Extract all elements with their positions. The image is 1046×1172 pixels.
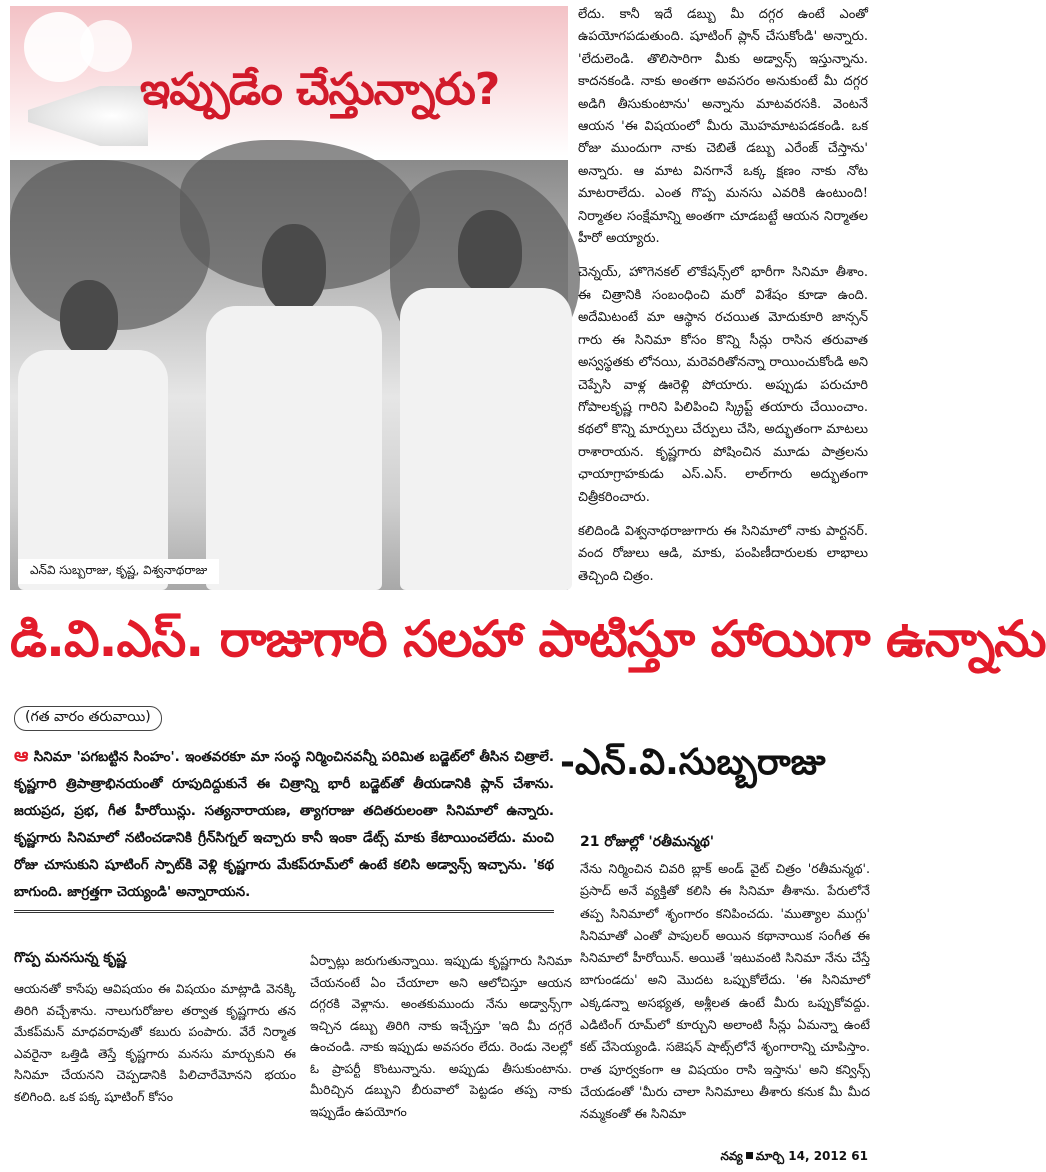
publication-name: నవ్య [720, 1149, 743, 1163]
subheading: గొప్ప మనసున్న కృష్ణ [14, 950, 127, 966]
article-column: ఏర్పాట్లు జరుగుతున్నాయి. ఇప్పుడు కృష్ణగారు సినిమా చేయనంటే ఏం చేయాలా అని ఆలోచిస్తూ ఆయన దగ్గరకి వెళ్లాను. అంతకుముందు నేను అడ్వాన్స్‌గా ఇచ్చిన డబ్బు తిరిగి నాకు ఇచ్చేస్తూ 'ఇది మీ దగ్గరే ఉంచండి. నాకు ఇప్పుడు అవసరం లేదు. రెండు నెలల్లో ఓ ప్రాపర్టీ కొంటున్నాను. అప్పుడు తీసుకుంటాను. మీరిచ్చిన డబ్బుని బీరువాలో పెట్టడం తప్ప నాకు ఇప్పుడేం ఉపయోగం [310, 953, 572, 1119]
article-column: నేను నిర్మించిన చివరి బ్లాక్ అండ్ వైట్ చిత్రం 'రతీమన్మథ'. ప్రసాద్ అనే వ్యక్తితో కలిసి ఈ సినిమా తీశాను. పేరులోనే తప్ప సినిమాలో శృంగారం కనిపించదు. 'ముత్యాల ముగ్గు' సినిమాతో ఎంతో పాపులర్ అయిన కథానాయిక సంగీత ఈ సినిమాలో హీరోయిన్. అయితే 'ఇటువంటి సినిమా నేను చేస్తే బాగుండదు' అని మొదట ఒప్పుకోలేదు. 'ఈ సినిమాలో ఎక్కడన్నా అసభ్యత, అశ్లీలత ఉంటే మీరు ఒప్పుకోవద్దు. ఎడిటింగ్ రూమ్‌లో కూర్చుని అలాంటి సీన్లు ఏమన్నా ఉంటే కట్ చేసెయ్యండి. సజెషన్ షాట్స్‌లోనే శృంగారాన్ని చూపిస్తాం. రాత పూర్వకంగా ఆ విషయం రాసి ఇస్తాను' అని కన్విన్స్ చేయడంతో 'మీరు చాలా సినిమాలు తీశారు కనుక మీ మీద నమ్మకంతో ఈ సినిమా [580, 861, 870, 1122]
feature-photo [10, 160, 568, 590]
author-byline: -ఎన్.వి.సుబ్బరాజు [560, 742, 826, 783]
intro-text: సినిమా 'పగబట్టిన సింహం'. ఇంతవరకూ మా సంస్థ నిర్మించినవన్నీ పరిమిత బడ్జెట్‌లో తీసిన చిత్రాలే. కృష్ణగారి త్రిపాత్రాభినయంతో రూపుదిద్దుకునే ఈ చిత్రాన్ని భారీ బడ్జెట్‌తో తీయడానికి ప్లాన్ చేశాను. జయప్రద, ప్రభ, గీత హీరోయిన్లు. సత్యనారాయణ, త్యాగరాజు తదితరులంతా సినిమాలో ఉన్నారు. కృష్ణగారు సినిమాలో నటించడానికి గ్రీన్‌సిగ్నల్ ఇచ్చారు కానీ ఇంకా డేట్స్ మాకు కేటాయించలేదు. మంచి రోజు చూసుకుని షూటింగ్ స్పాట్‌కి వెళ్లి కృష్ణగారు మేకప్‌రూమ్‌లో ఉంటే కలిసి అడ్వాన్స్ ఇచ్చాను. 'కథ బాగుంది. జాగ్రత్తగా చెయ్యండి' అన్నారాయన. [14, 749, 554, 900]
article-intro [14, 742, 554, 913]
film-reel-icon [80, 20, 132, 72]
header-banner [10, 6, 568, 156]
page-number: 61 [851, 1149, 868, 1163]
continued-note: (గత వారం తరువాయి) [14, 706, 162, 731]
article-title: డి.వి.ఎస్. రాజుగారి సలహా పాటిస్తూ హాయిగా ఉన్నాను [10, 610, 1046, 668]
megaphone-icon [28, 86, 148, 146]
paragraph: లేదు. కానీ ఇదే డబ్బు మీ దగ్గర ఉంటే ఎంతో ఉపయోగపడుతుంది. షూటింగ్ ప్లాన్ చేసుకోండి' అన్నారు. 'లేదులెండి. తొలిసారిగా మీకు అడ్వాన్స్ ఇస్తున్నాను. కాదనకండి. నాకు అంతగా అవసరం అనుకుంటే మీ దగ్గర అడిగి తీసుకుంటాను' అన్నాను మాటవరసకి. వెంటనే ఆయన 'ఈ విషయంలో మీరు మొహమాటపడకండి. ఒక రోజు ముందుగా నాకు చెబితే డబ్బు ఎరేంజ్ చేస్తాను' అన్నారు. ఆ మాట వినగానే ఒక్క క్షణం నాకు నోట మాటరాలేదు. ఎంత గొప్ప మనసు ఎవరికి ఉంటుంది! నిర్మాతల సంక్షేమాన్ని అంతగా చూడబట్టే ఆయన నిర్మాతల హీరో అయ్యారు. [578, 7, 868, 247]
article-column: ఆయనతో కాసేపు ఆవిషయం ఈ విషయం మాట్లాడి వెనక్కి తిరిగి వచ్చేశాను. నాలుగురోజుల తర్వాత కృష్ణగారు తన మేకప్‌మన్ మాధవరావుతో కబురు పంపారు. వేరే నిర్మాత ఎవరైనా ఒత్తిడి తెస్తే కృష్ణగారు మనసు మార్చుకుని ఈ సినిమా చేయనని చెప్పడానికి పిలిచారేమోనని భయం కలిగింది. ఒక పక్క షూటింగ్ కోసం [14, 981, 296, 1104]
page-footer [720, 1149, 868, 1166]
drop-cap: ఆ [14, 745, 29, 766]
subheading: 21 రోజుల్లో 'రతీమన్మథ' [580, 834, 715, 850]
paragraph: చెన్నయ్, హొగెనకల్ లొకేషన్స్‌లో భారీగా సినిమా తీశాం. ఈ చిత్రానికి సంబంధించి మరో విశేషం కూడా ఉంది. అదేమిటంటే మా ఆస్థాన రచయిత మోదుకూరి జాన్సన్ గారు ఈ సినిమా కోసం కొన్ని సీన్లు రాసిన తరువాత అస్వస్థతకు లోనయి, మరెవరితోనన్నా రాయించుకోండి అని చెప్పేసి వాళ్ల ఊరెళ్లి పోయారు. అప్పుడు పరుచూరి గోపాలకృష్ణ గారిని పిలిపించి స్క్రిప్ట్ తయారు చేయించాం. కథలో కొన్ని మార్పులు చేర్పులు చేసి, అద్భుతంగా మాటలు రాశారాయన. కృష్ణగారు పోషించిన మూడు పాత్రలను ఛాయాగ్రాహకుడు ఎస్.ఎస్. లాల్‌గారు అద్భుతంగా చిత్రీకరించారు. [578, 265, 868, 505]
article-column-top-right [578, 4, 868, 600]
paragraph: కలిదిండి విశ్వనాథరాజుగారు ఈ సినిమాలో నాకు పార్టనర్. వంద రోజులు ఆడి, మాకు, పంపిణీదారులకు లాభాలు తెచ్చింది చిత్రం. [578, 523, 868, 584]
banner-headline: ఇప్పుడేం చేస్తున్నారు? [140, 64, 500, 115]
photo-caption: ఎన్‌వి సుబ్బరాజు, కృష్ణ, విశ్వనాథరాజు [18, 559, 219, 584]
square-bullet-icon [746, 1152, 753, 1159]
issue-date: మార్చి 14, 2012 [755, 1149, 848, 1163]
